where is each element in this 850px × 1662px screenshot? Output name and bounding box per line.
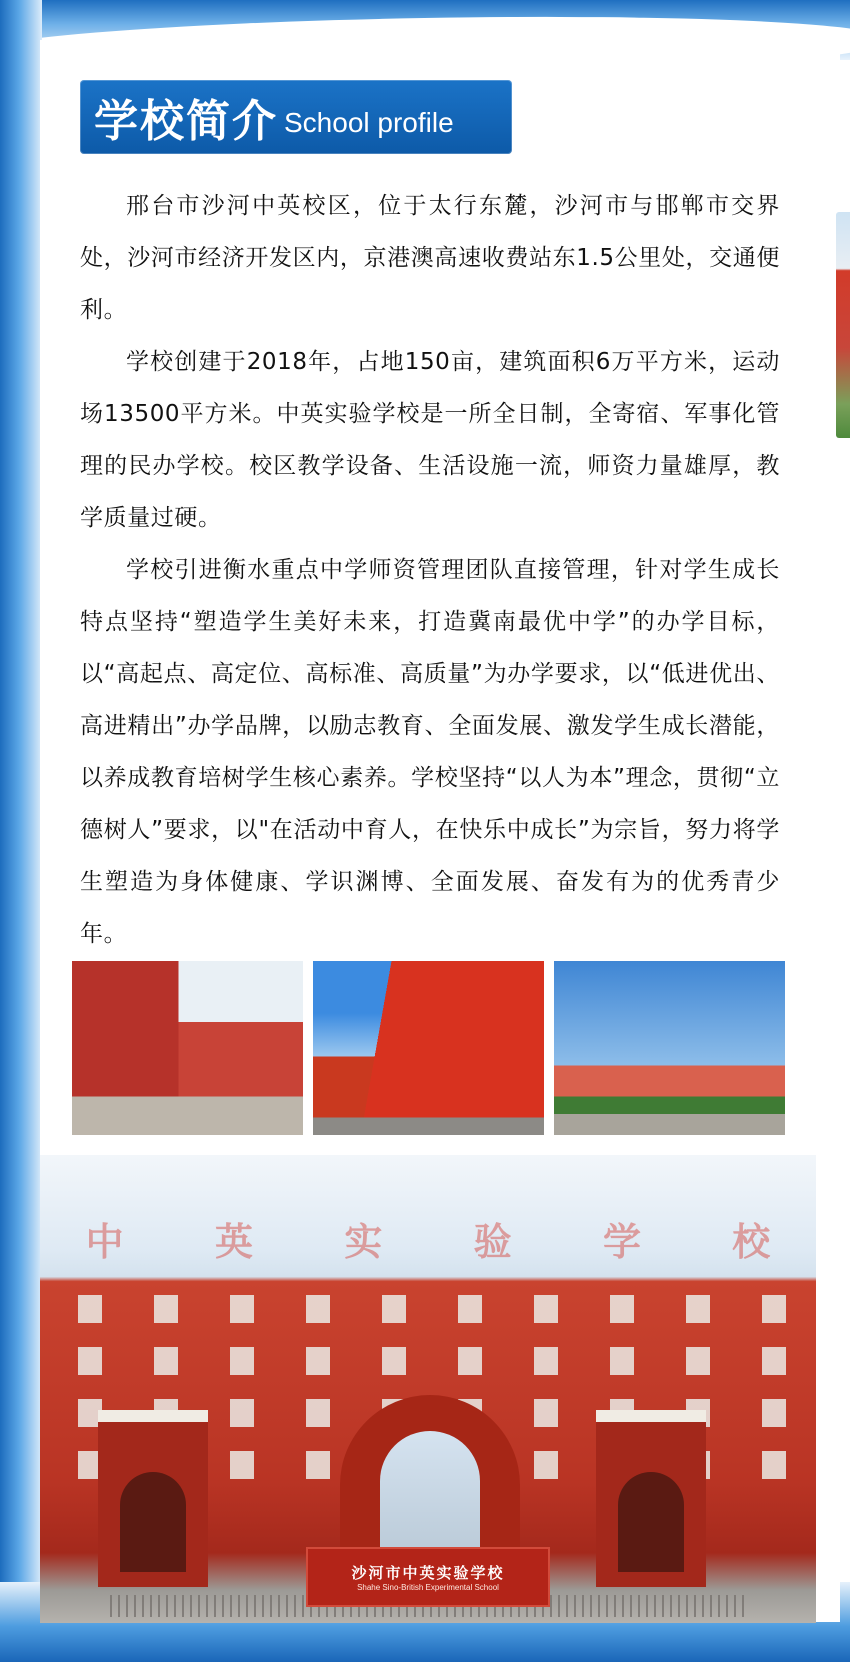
paragraph-location: 邢台市沙河中英校区，位于太行东麓，沙河市与邯郸市交界处，沙河市经济开发区内，京港澳高速收费站东1.5公里处，交通便利。 <box>80 193 780 323</box>
gate-arch-right <box>618 1472 684 1572</box>
school-profile-text <box>80 180 780 960</box>
facade-sign-char: 校 <box>732 1218 771 1264</box>
school-name-plaque <box>306 1547 550 1607</box>
central-arch <box>340 1395 520 1565</box>
facade-sign-char: 学 <box>602 1218 641 1264</box>
campus-photo-grounds <box>554 961 785 1135</box>
gate-arch-left <box>120 1472 186 1572</box>
facade-sign-char: 验 <box>473 1218 512 1264</box>
facade-sign-char: 实 <box>344 1218 383 1264</box>
plaque-school-name-en: Shahe Sino-British Experimental School <box>357 1583 499 1592</box>
window-row <box>50 1295 806 1323</box>
facade-sign-char: 中 <box>85 1218 124 1264</box>
gate-pillar-left <box>98 1410 208 1587</box>
paragraph-founding: 学校创建于2018年，占地150亩，建筑面积6万平方米，运动场13500平方米。中英实验学校是一所全日制，全寄宿、军事化管理的民办学校。校区教学设备、生活设施一流，师资力量雄厚，教学质量过硬。 <box>80 349 780 531</box>
section-header-badge <box>80 80 512 154</box>
central-arch-opening <box>380 1431 480 1565</box>
facade-sign-char: 英 <box>214 1218 253 1264</box>
window-row <box>50 1347 806 1375</box>
left-wave-border <box>0 0 42 1662</box>
campus-photo-dormitory <box>313 961 544 1135</box>
adjacent-panel-edge <box>836 212 850 438</box>
facade-sign-lettering <box>40 1213 816 1263</box>
campus-photo-buildings <box>72 961 303 1135</box>
campus-main-gate-photo <box>40 1155 816 1623</box>
section-title-cn: 学校简介 <box>94 96 278 147</box>
plaque-school-name: 沙河市中英实验学校 <box>351 1564 505 1582</box>
gate-pillar-right <box>596 1410 706 1587</box>
paragraph-philosophy: 学校引进衡水重点中学师资管理团队直接管理，针对学生成长特点坚持“塑造学生美好未来，打造冀南最优中学”的办学目标，以“高起点、高定位、高标准、高质量”为办学要求，以“低进优出、高进精出”办学品牌，以励志教育、全面发展、激发学生成长潜能，以养成教育培树学生核心素养。学校坚持“以人为本”理念，贯彻“立德树人”要求，以"在活动中育人，在快乐中成长”为宗旨，努力将学生塑造为身体健康、学识渊博、全面发展、奋发有为的优秀青少年。 <box>80 557 780 947</box>
section-title-en: School profile <box>284 107 454 138</box>
